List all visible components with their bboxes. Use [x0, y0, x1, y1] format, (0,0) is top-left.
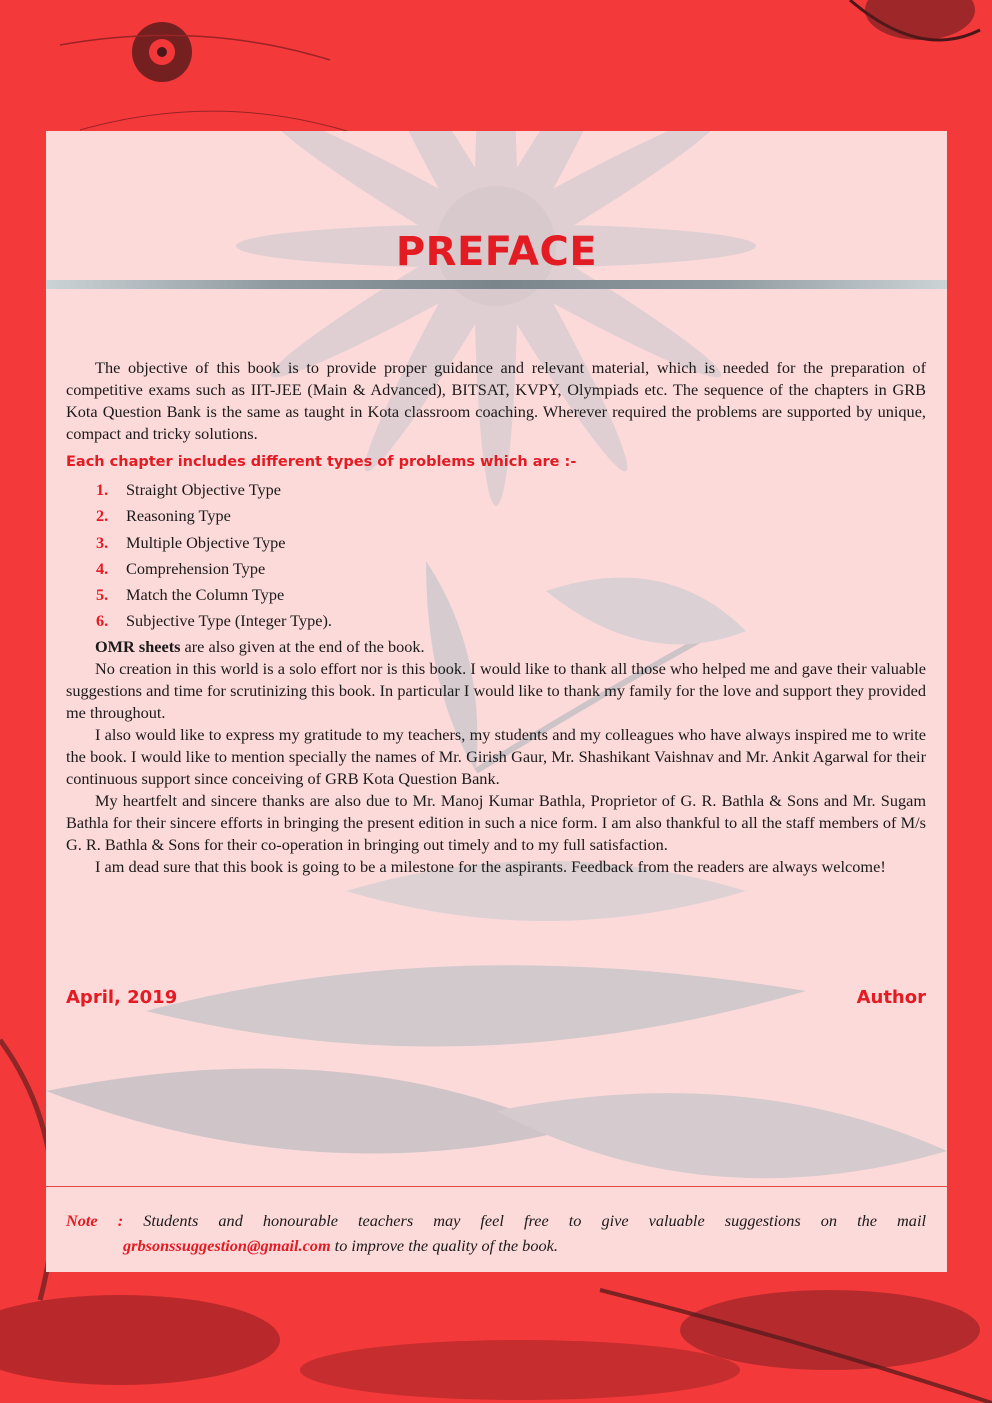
- preface-panel: [46, 131, 947, 1272]
- list-item: [96, 582, 926, 608]
- list-item-number: 3.: [96, 532, 109, 552]
- note-box: [66, 1208, 926, 1258]
- title-underline: [46, 280, 947, 289]
- list-item-number: 4.: [96, 558, 109, 578]
- thanks-paragraph: No creation in this world is a solo effort nor is this book. I would like to thank all those who helped me and gave their valuable suggestions and time for scrutinizing this book. In particular I would like to thank my family for the love and support they provided me throughout.: [66, 658, 926, 722]
- list-item: [96, 556, 926, 582]
- omr-note: [66, 636, 926, 658]
- note-text: Students and honourable teachers may feel free to give valuable suggestions on the mail: [143, 1211, 926, 1230]
- problem-types-heading: Each chapter includes different types of problems which are :-: [66, 454, 577, 470]
- list-item: [96, 477, 926, 503]
- list-item-label: Multiple Objective Type: [126, 532, 286, 552]
- closing-paragraph: I am dead sure that this book is going to be a milestone for the aspirants. Feedback from the readers are always welcome!: [95, 856, 886, 876]
- author-label: Author: [856, 987, 926, 1008]
- page-title: PREFACE: [395, 229, 598, 275]
- publisher-paragraph: My heartfelt and sincere thanks are also due to Mr. Manoj Kumar Bathla, Proprietor of G. R. Bathla & Sons and Mr. Sugam Bathla for their sincere efforts in bringing the present edition in such a nice form. I am also thankful to all the staff members of M/s G. R. Bathla & Sons for their co-operation in bringing out timely and to my full satisfaction.: [66, 790, 926, 854]
- note-text-end: to improve the quality of the book.: [330, 1236, 558, 1255]
- note-line-2: [66, 1233, 926, 1258]
- note-line-1: [66, 1208, 926, 1233]
- list-item-label: Comprehension Type: [126, 558, 266, 578]
- omr-text: are also given at the end of the book.: [180, 636, 425, 656]
- omr-label: OMR sheets: [95, 636, 181, 656]
- list-item-number: 6.: [96, 611, 109, 631]
- note-label: Note :: [66, 1211, 124, 1230]
- intro-paragraph: The objective of this book is to provide proper guidance and relevant material, which is needed for the preparation of competitive exams such as IIT-JEE (Main & Advanced), BITSAT, KVPY, Olympiads etc. The sequence of the chapters in GRB Kota Question Bank is the same as taught in Kota classroom coaching. Wherever required the problems are supported by unique, compact and tricky solutions.: [66, 358, 926, 443]
- list-item-label: Match the Column Type: [126, 585, 285, 605]
- list-item-number: 1.: [96, 480, 109, 499]
- problem-types-list: [66, 477, 926, 635]
- list-item: [96, 608, 926, 634]
- email-link[interactable]: grbsonssuggestion@gmail.com: [123, 1236, 331, 1255]
- list-item-label: Straight Objective Type: [126, 480, 282, 499]
- preface-body: [66, 357, 926, 878]
- list-item-label: Subjective Type (Integer Type).: [126, 611, 332, 631]
- preface-date: April, 2019: [66, 987, 178, 1008]
- list-item: [96, 530, 926, 556]
- list-item-number: 5.: [96, 585, 109, 605]
- gratitude-paragraph: I also would like to express my gratitude to my teachers, my students and my colleagues who have always inspired me to write the book. I would like to mention specially the names of Mr. Girish Gaur, Mr. Shashikant Vaishnav and Mr. Ankit Agarwal for their continuous support since conceiving of GRB Kota Question Bank.: [66, 724, 926, 788]
- list-item-number: 2.: [96, 506, 109, 526]
- list-item-label: Reasoning Type: [126, 506, 231, 526]
- list-item: [96, 503, 926, 529]
- note-divider: [46, 1186, 947, 1187]
